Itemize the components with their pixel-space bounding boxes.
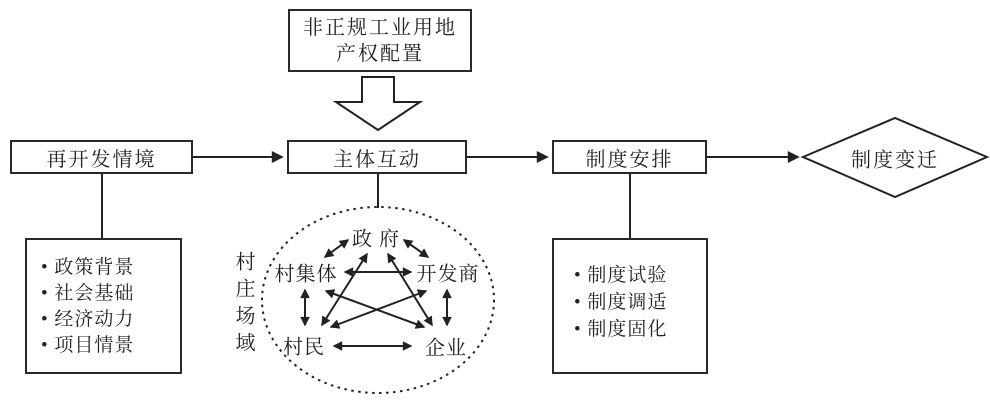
list-item: • 制度试验 — [574, 262, 706, 289]
network-node-government: 政 府 — [352, 228, 400, 251]
village-field-label: 村庄场域 — [232, 251, 254, 359]
list-item: • 政策背景 — [41, 255, 180, 281]
list-item: • 制度固化 — [574, 316, 706, 343]
title-line-1: 非正规工业用地 — [303, 16, 457, 39]
network-edges — [305, 240, 447, 346]
arrangement-detail-box — [552, 238, 708, 374]
list-item: • 制度调适 — [574, 289, 706, 316]
flow-box-redevelopment-context: 再开发情境 — [10, 140, 193, 174]
list-item: • 社会基础 — [41, 281, 180, 307]
flow-box-actor-interaction: 主体互动 — [287, 140, 467, 174]
context-detail-box — [25, 238, 182, 374]
context-detail-list — [27, 240, 180, 359]
flow-box-institutional-arrangement: 制度安排 — [552, 140, 707, 174]
arrangement-detail-list — [554, 240, 706, 343]
network-node-village-collective: 村集体 — [274, 263, 338, 286]
institution-change-label: 制度变迁 — [851, 149, 939, 172]
down-block-arrow — [336, 77, 420, 130]
edge-government-collective — [325, 240, 348, 257]
title-line-2: 产权配置 — [336, 42, 424, 65]
edge-government-developer — [404, 240, 428, 257]
network-node-enterprises: 企业 — [425, 337, 467, 360]
network-node-developer: 开发商 — [416, 263, 480, 286]
list-item: • 经济动力 — [41, 307, 180, 333]
list-item: • 项目情景 — [41, 333, 180, 359]
title-box — [288, 9, 472, 72]
network-node-villagers: 村民 — [283, 336, 325, 359]
